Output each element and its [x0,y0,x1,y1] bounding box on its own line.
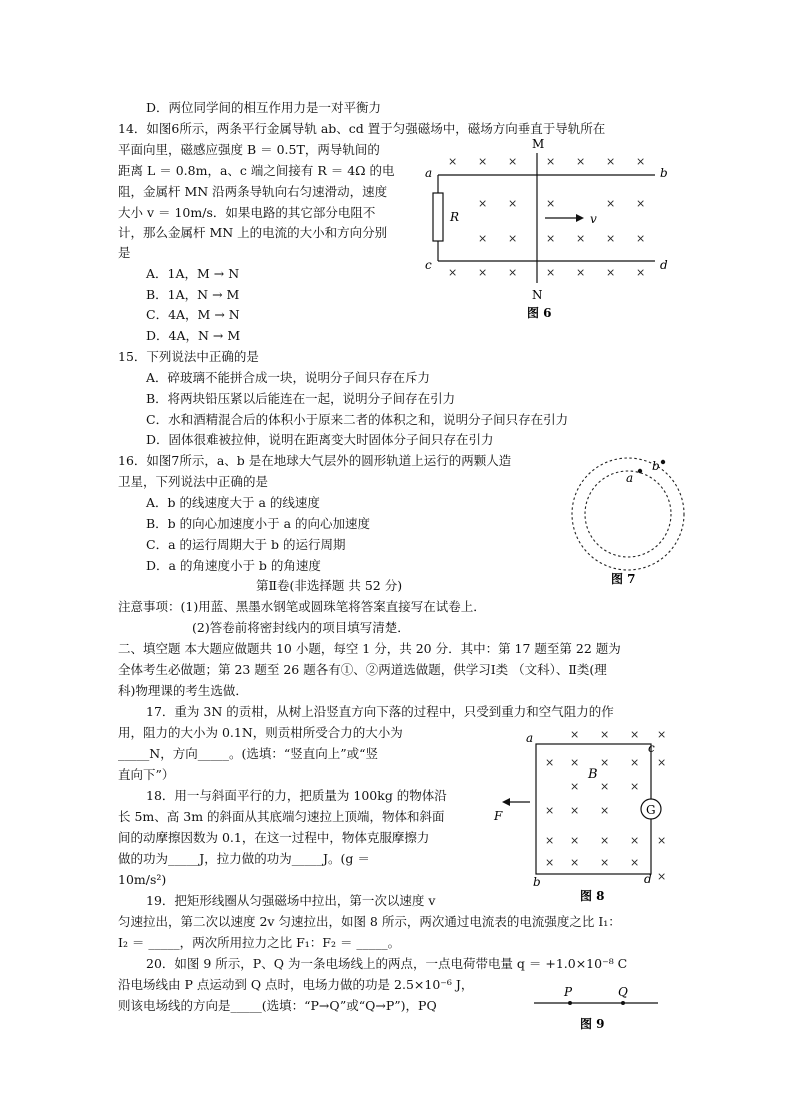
fig8-field-cross: × [630,728,640,741]
q20-line-1: 20．如图 9 所示，P、Q 为一条电场线上的两点，一点电荷带电量 q ＝ +1.0×10⁻⁸ C [146,956,628,971]
q14-stem-line-6: 计，那么金属杆 MN 上的电流的大小和方向分别 [118,225,388,240]
fig6-label-b: b [660,166,668,180]
fig8-field-cross: × [600,756,610,769]
fig8-field-cross: × [600,804,610,817]
q16-option-c: C．a 的运行周期大于 b 的运行周期 [146,537,346,552]
q14-option-b: B．1A，N → M [146,287,240,302]
fig6-field-cross: × [636,197,646,210]
q15-option-a: A．碎玻璃不能拼合成一块，说明分子间只存在斥力 [146,370,431,385]
q18-line-3: 间的动摩擦因数为 0.1，在这一过程中，物体克服摩擦力 [118,830,430,845]
q16-option-a: A．b 的线速度大于 a 的线速度 [146,495,320,510]
fig7-satellite-a [638,469,642,473]
fig8-field-cross: × [570,804,580,817]
q15-option-b: B．将两块铅压紧以后能连在一起，说明分子间存在引力 [146,391,456,406]
fig7-satellite-b [661,460,665,464]
fig6-field-cross: × [606,232,616,245]
fig6-field-cross: × [576,155,586,168]
fig7-label-b: b [652,459,660,473]
section2-line-2: 全体考生必做题；第 23 题至 26 题各有①、②两道选做题，供学习Ⅰ类 （文科）、Ⅱ类(理 [118,662,607,677]
q14-stem-line-4: 阻，金属杆 MN 沿两条导轨向右匀速滑动，速度 [118,184,388,199]
q14-option-d: D．4A，N → M [146,328,241,343]
q18-line-1: 18．用一与斜面平行的力，把质量为 100kg 的物体沿 [146,788,447,803]
fig9-label-q: Q [618,985,628,999]
fig8-label-f: F [494,809,503,823]
q15-stem: 15．下列说法中正确的是 [118,349,259,364]
fig8-label-g: G [646,803,656,817]
fig9-caption: 图 9 [580,1017,605,1031]
q18-line-2: 长 5m、高 3m 的斜面从其底端匀速拉上顶端，物体和斜面 [118,809,445,824]
fig9-label-p: P [564,985,573,999]
fig8-field-cross: × [545,834,555,847]
fig6-field-cross: × [478,232,488,245]
fig9-point-p [568,1001,572,1005]
fig6-field-cross: × [478,155,488,168]
fig6-resistor [433,193,443,241]
figure-8 [490,728,675,903]
fig6-field-cross: × [636,155,646,168]
section2-line-1: 二、填空题 本大题应做题共 10 小题，每空 1 分，共 20 分．其中：第 17 题至第 22 题为 [118,641,621,656]
fig8-force-arrowhead [502,798,510,806]
fig6-field-cross: × [606,266,616,279]
fig6-label-n: N [532,288,543,302]
q14-stem-line-2: 平面向里，磁感应强度 B ＝ 0.5T，两导轨间的 [118,142,380,157]
fig6-field-cross: × [546,232,556,245]
fig8-field-cross: × [600,780,610,793]
fig6-field-cross: × [606,155,616,168]
fig6-field-cross: × [448,266,458,279]
fig8-field-cross: × [545,856,555,869]
fig8-label-b-field: B [588,767,598,782]
fig8-label-c: c [648,741,655,755]
fig6-field-cross: × [636,266,646,279]
fig8-field-cross: × [545,804,555,817]
fig8-field-cross: × [570,834,580,847]
fig6-field-cross: × [546,266,556,279]
q17-line-3: _____N，方向_____。(选填：“竖直向上”或“竖 [118,746,378,761]
fig6-field-cross: × [546,197,556,210]
q14-stem-line-1: 14．如图6所示，两条平行金属导轨 ab、cd 置于匀强磁场中，磁场方向垂直于导轨所在 [118,121,606,136]
fig6-field-cross: × [478,197,488,210]
fig6-label-d: d [660,258,668,272]
figure-6 [420,135,680,320]
fig8-label-d: d [644,872,652,886]
q14-stem-line-3: 距离 L ＝ 0.8m，a、c 端之间接有 R ＝ 4Ω 的电 [118,163,395,178]
q16-stem-line-1: 16．如图7所示，a、b 是在地球大气层外的圆形轨道上运行的两颗人造 [118,453,512,468]
fig8-field-cross: × [630,856,640,869]
q19-line-2: 匀速拉出，第二次以速度 2v 匀速拉出，如图 8 所示，两次通过电流表的电流强度之比 I₁： [118,914,621,929]
part2-notice-2: (2)答卷前将密封线内的项目填写清楚． [192,620,410,635]
q16-option-d: D．a 的角速度小于 b 的角速度 [146,558,321,573]
fig8-field-cross: × [657,834,667,847]
fig6-field-cross: × [546,155,556,168]
fig8-field-cross: × [657,728,667,741]
q16-option-b: B．b 的向心加速度小于 a 的向心加速度 [146,516,371,531]
q18-line-4: 做的功为_____J，拉力做的功为_____J。(g ＝ [118,851,370,866]
figure-9 [528,980,668,1040]
fig6-field-cross: × [478,266,488,279]
q20-line-2: 沿电场线由 P 点运动到 Q 点时，电场力做的功是 2.5×10⁻⁶ J， [118,977,474,992]
fig7-label-a: a [626,471,634,485]
fig8-field-cross: × [570,756,580,769]
fig8-field-cross: × [657,870,667,883]
q17-line-4: 直向下”） [118,767,175,782]
q14-option-c: C．4A，M → N [146,307,240,322]
fig6-velocity-arrowhead [576,214,584,222]
q20-line-3: 则该电场线的方向是_____(选填：“P→Q”或“Q→P”)，PQ [118,998,437,1013]
fig8-field-cross: × [570,856,580,869]
q13-option-d: D．两位同学间的相互作用力是一对平衡力 [146,100,382,115]
fig8-field-cross: × [570,728,580,741]
q14-option-a: A．1A，M → N [146,266,240,281]
fig8-label-a: a [526,731,534,745]
q14-stem-line-5: 大小 v ＝ 10m/s．如果电路的其它部分电阻不 [118,205,376,220]
fig8-field-cross: × [600,834,610,847]
figure-7 [578,440,693,588]
fig8-caption: 图 8 [580,889,605,903]
q14-stem-line-7: 是 [118,245,131,260]
q15-option-d: D．固体很难被拉伸，说明在距离变大时固体分子间只存在引力 [146,432,494,447]
fig6-field-cross: × [508,197,518,210]
fig8-field-cross: × [657,756,667,769]
q17-line-2: 用，阻力的大小为 0.1N，则贡柑所受合力的大小为 [118,725,403,740]
fig6-field-cross: × [576,266,586,279]
fig6-caption: 图 6 [527,306,552,320]
q15-option-c: C．水和酒精混合后的体积小于原来二者的体积之和，说明分子间只存在引力 [146,412,569,427]
fig8-field-cross: × [570,780,580,793]
q19-line-1: 19．把矩形线圈从匀强磁场中拉出，第一次以速度 v [146,893,436,908]
fig7-caption: 图 7 [611,572,636,586]
fig6-label-m: M [532,137,545,151]
fig6-field-cross: × [606,197,616,210]
fig6-label-r: R [450,210,460,224]
q19-line-3: I₂ ＝ _____，两次所用拉力之比 F₁：F₂ ＝ _____。 [118,935,401,950]
fig6-field-cross: × [508,266,518,279]
part2-notice-1: 注意事项：(1)用蓝、黑墨水钢笔或圆珠笔将答案直接写在试卷上． [118,599,486,614]
fig6-label-v: v [590,212,597,226]
fig6-field-cross: × [508,232,518,245]
section2-line-3: 科)物理课的考生选做． [118,683,248,698]
fig8-field-cross: × [630,780,640,793]
fig6-field-cross: × [576,232,586,245]
part2-title: 第Ⅱ卷(非选择题 共 52 分) [256,578,403,593]
fig8-field-cross: × [600,728,610,741]
fig8-field-cross: × [600,856,610,869]
fig8-field-cross: × [630,834,640,847]
fig6-label-c: c [425,258,432,272]
fig8-label-b: b [533,875,541,889]
q17-line-1: 17．重为 3N 的贡柑，从树上沿竖直方向下落的过程中，只受到重力和空气阻力的作 [146,704,614,719]
fig9-point-q [621,1001,625,1005]
q18-line-5: 10m/s²) [118,872,167,887]
q16-stem-line-2: 卫星，下列说法中正确的是 [118,474,269,489]
fig8-field-cross: × [630,756,640,769]
fig6-field-cross: × [636,232,646,245]
fig8-field-cross: × [545,756,555,769]
fig6-field-cross: × [508,155,518,168]
fig6-label-a: a [425,166,433,180]
fig6-field-cross: × [448,155,458,168]
